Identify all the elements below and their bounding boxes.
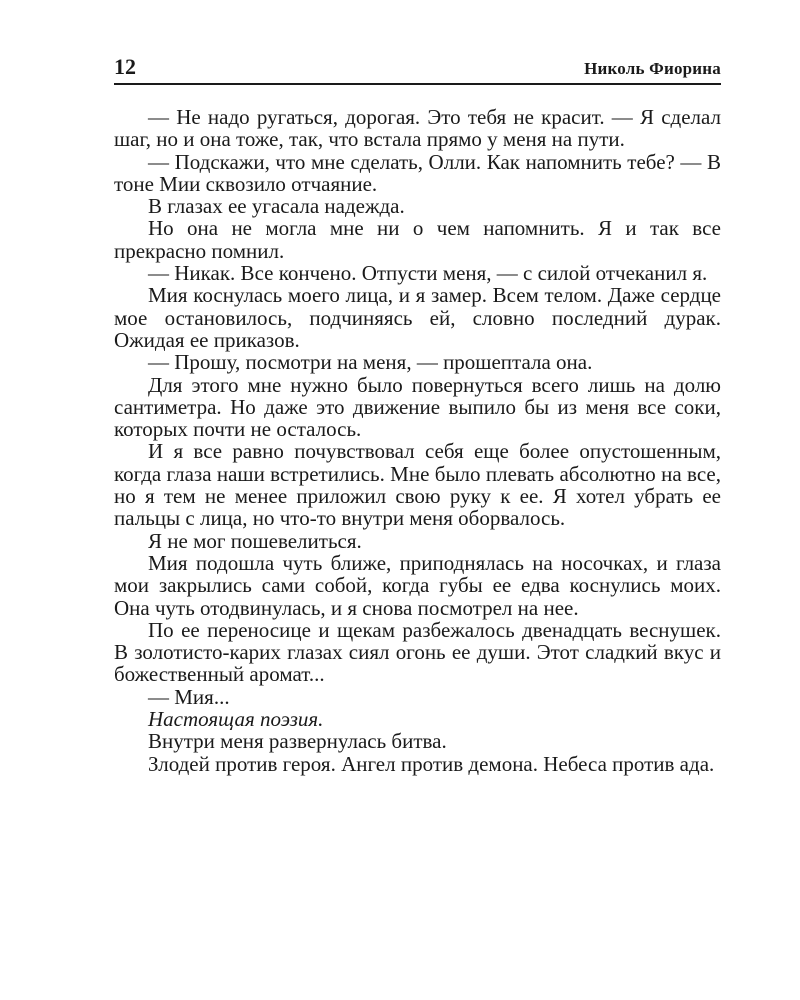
- paragraph: Для этого мне нужно было повернуться всего лишь на долю сантиметра. Но даже это движение выпило бы из меня все соки, которых почти не осталось.: [114, 372, 721, 442]
- paragraph: — Не надо ругаться, дорогая. Это тебя не красит. — Я сделал шаг, но и она тоже, так, что встала прямо у меня на пути.: [114, 105, 721, 152]
- paragraph: И я все равно почувствовал себя еще более опустошенным, когда глаза наши встретились. Мне было плевать абсолютно на все, но я тем не менее приложил свою руку к ее. Я хотел убрать ее пальцы с лица, но что-то внутри меня оборвалось.: [114, 439, 721, 531]
- paragraph: Мия коснулась моего лица, и я замер. Всем телом. Даже сердце мое остановилось, подчиняясь ей, словно последний дурак. Ожидая ее приказов.: [114, 283, 721, 352]
- paragraph: — Подскажи, что мне сделать, Олли. Как напомнить тебе? — В тоне Мии сквозило отчаяние.: [114, 149, 721, 196]
- paragraph: Я не мог пошевелиться.: [148, 528, 362, 553]
- running-title: Николь Фиорина: [584, 59, 721, 78]
- paragraph: Мия подошла чуть ближе, приподнялась на носочках, и глаза мои закрылись сами собой, когда губы ее едва коснулись моих. Она чуть отодвинулась, и я снова посмотрел на нее.: [114, 550, 721, 620]
- running-head: [114, 55, 721, 85]
- paragraph: — Мия...: [148, 684, 230, 709]
- paragraph: В глазах ее угасала надежда.: [148, 194, 405, 219]
- paragraph: — Прошу, посмотри на меня, — прошептала она.: [148, 350, 593, 375]
- paragraph: Злодей против героя. Ангел против демона. Небеса против ада.: [148, 751, 715, 776]
- paragraph: Но она не могла мне ни о чем напомнить. Я и так все прекрасно помнил.: [114, 216, 721, 263]
- paragraph: По ее переносице и щекам разбежалось двенадцать веснушек. В золотисто-карих глазах сиял огонь ее души. Этот сладкий вкус и божественный аромат...: [114, 617, 721, 687]
- paragraph: — Никак. Все кончено. Отпусти меня, — с силой отчеканил я.: [148, 261, 708, 286]
- paragraph: Внутри меня развернулась битва.: [148, 729, 447, 754]
- page-number: 12: [114, 54, 136, 79]
- body-text: [114, 106, 721, 775]
- paragraph-italic: Настоящая поэзия.: [148, 707, 324, 732]
- book-page: [114, 55, 721, 775]
